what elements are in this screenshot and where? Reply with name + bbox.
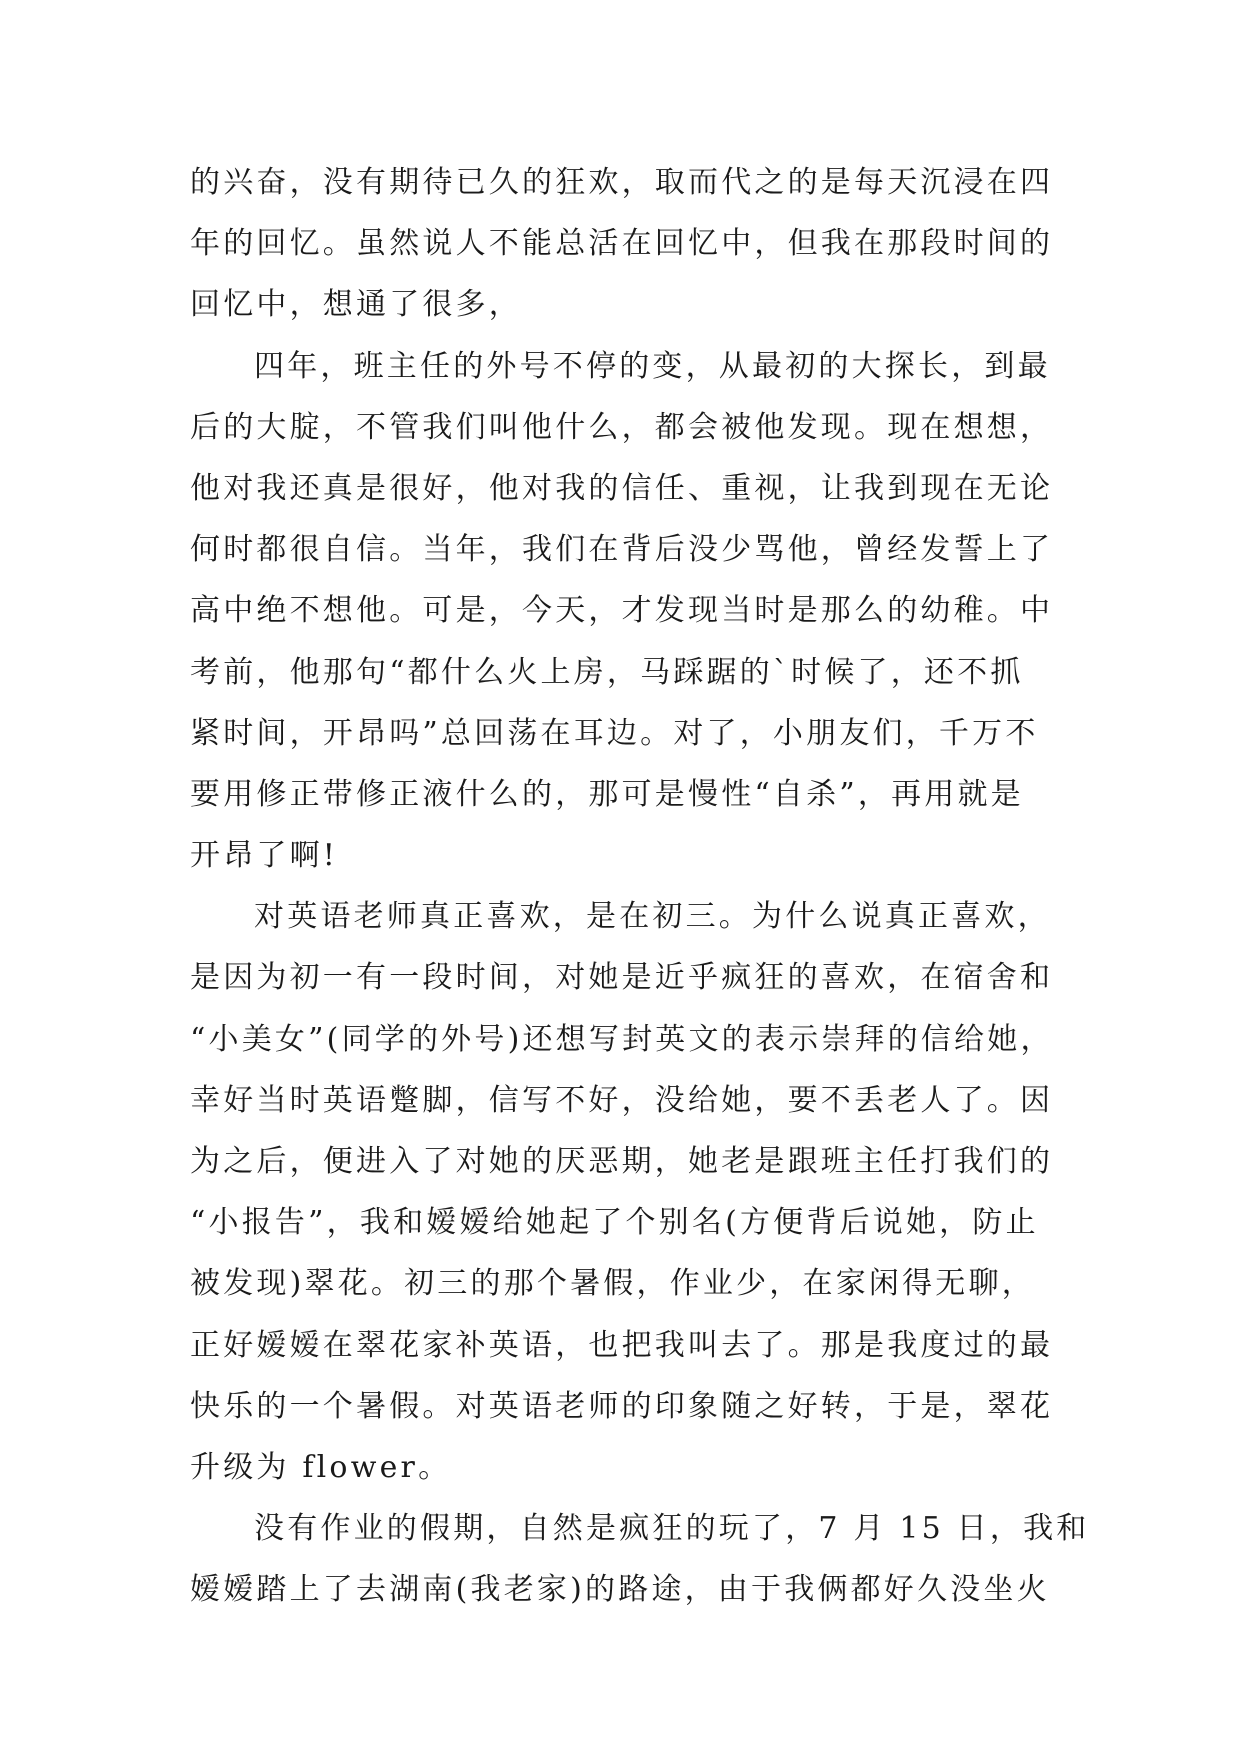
text-line: 高中绝不想他。可是，今天，才发现当时是那么的幼稚。中 [190, 593, 1054, 629]
text-line: 年的回忆。虽然说人不能总活在回忆中，但我在那段时间的 [190, 226, 1054, 262]
text-line: 是因为初一有一段时间，对她是近乎疯狂的喜欢，在宿舍和 [190, 960, 1054, 996]
text-line: 要用修正带修正液什么的，那可是慢性“自杀”，再用就是 [190, 776, 1024, 812]
text-line: “小美女”(同学的外号)还想写封英文的表示崇拜的信给她， [190, 1021, 1054, 1057]
paragraph-first-line: 没有作业的假期，自然是疯狂的玩了，7 月 15 日，我和 [254, 1511, 1090, 1547]
paragraph-first-line: 对英语老师真正喜欢，是在初三。为什么说真正喜欢， [254, 899, 1051, 935]
text-line: 幸好当时英语蹩脚，信写不好，没给她，要不丢老人了。因 [190, 1082, 1054, 1118]
text-line: 被发现)翠花。初三的那个暑假，作业少，在家闲得无聊， [190, 1266, 1035, 1302]
text-line: 考前，他那句“都什么火上房，马踩踞的`时候了，还不抓 [190, 654, 1024, 690]
text-line: 快乐的一个暑假。对英语老师的印象随之好转，于是，翠花 [190, 1388, 1054, 1424]
text-line: 何时都很自信。当年，我们在背后没少骂他，曾经发誓上了 [190, 532, 1054, 568]
text-line: 为之后，便进入了对她的厌恶期，她老是跟班主任打我们的 [190, 1144, 1054, 1179]
text-line: 正好嫒嫒在翠花家补英语，也把我叫去了。那是我度过的最 [190, 1327, 1054, 1363]
text-line: 后的大腚，不管我们叫他什么，都会被他发现。现在想想， [190, 409, 1054, 445]
text-line: 的兴奋，没有期待已久的狂欢，取而代之的是每天沉浸在四 [190, 165, 1054, 200]
text-line: 嫒嫒踏上了去湖南(我老家)的路途，由于我俩都好久没坐火 [190, 1572, 1050, 1608]
body-text [190, 152, 1090, 1621]
text-line: 紧时间，开昂吗”总回荡在耳边。对了，小朋友们，千万不 [190, 715, 1039, 751]
text-line: 开昂了啊! [190, 838, 339, 874]
text-line: 回忆中，想通了很多， [190, 287, 522, 323]
paragraph-first-line: 四年，班主任的外号不停的变，从最初的大探长，到最 [254, 348, 1051, 384]
text-line: 他对我还真是很好，他对我的信任、重视，让我到现在无论 [190, 470, 1054, 506]
text-line: “小报告”，我和嫒嫒给她起了个别名(方便背后说她，防止 [190, 1205, 1039, 1241]
text-line: 升级为 flower。 [190, 1449, 452, 1485]
